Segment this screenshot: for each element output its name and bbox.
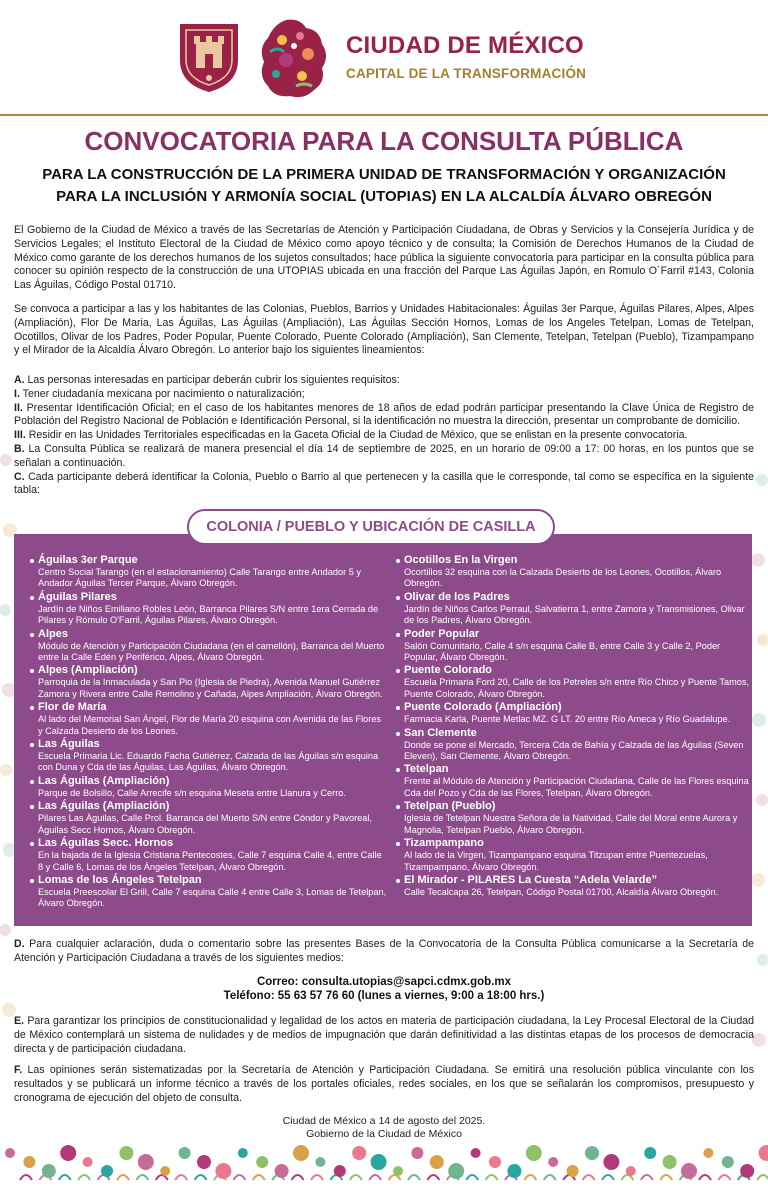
location-address: Frente al Módulo de Atención y Participación Ciudadana, Calle de las Flores esquina Cda del Pozo y Cda de las Flores, Tetelpan, Álvaro Obregón. <box>404 776 749 798</box>
location-address: Módulo de Atención y Participación Ciudadana (en el camellón), Barranca del Muerto entre la Calle Edén y Periférico, Alpes, Álvaro Obregón. <box>38 640 385 663</box>
location-name <box>402 727 754 740</box>
location-address: Al lado del Memorial San Ángel, Flor de María 20 esquina con Avenida de las Flores y Calzada Desierto de los Leones. <box>38 714 382 736</box>
locations-column-right <box>402 554 754 899</box>
requirement-key: I. <box>14 387 20 400</box>
location-name-text: Ocotillos En la Virgen <box>404 554 518 566</box>
location-name-text: Alpes <box>38 627 68 640</box>
requirements-list <box>14 374 754 498</box>
bullet-icon <box>396 633 400 637</box>
location-name-text: El Mirador - PILARES La Cuesta “Adela Velarde” <box>404 873 658 886</box>
location-name <box>36 664 388 677</box>
location-address: Al lado de la Virgen, Tizampampano esquina Titzupan entre Puentezuelas, Tizampampano, Álvaro Obregón. <box>404 850 708 872</box>
requirement-key: B. <box>14 442 25 455</box>
requirement-text: La Consulta Pública se realizará de manera presencial el día 14 de septiembre de 2025, en un horario de 09:00 a 17: 00 horas, en los puntos que se señalan a continuación. <box>14 442 754 469</box>
section-e-paragraph <box>14 1015 754 1056</box>
location-name <box>402 554 754 567</box>
bullet-icon <box>396 879 400 883</box>
location-name-text: Las Águilas (Ampliación) <box>38 774 170 787</box>
contact-email: Correo: consulta.utopias@sapci.cdmx.gob.mx <box>256 976 512 988</box>
requirement-text: Cada participante deberá identificar la Colonia, Pueblo o Barrio al que pertenecen y la casilla que le corresponde, tal como se específica en la siguiente tabla: <box>14 470 754 497</box>
location-name-text: Tetelpan (Pueblo) <box>404 800 496 813</box>
location-name-text: Las Águilas Secc. Hornos <box>38 837 174 850</box>
location-name-text: Flor de María <box>38 701 107 714</box>
city-name: CIUDAD DE MÉXICO <box>346 32 584 59</box>
location-address: Parroquia de la Inmaculada y San Pio (Iglesia de Piedra), Avenida Manuel Gutiérrez Zamora y Rivera entre Calle Remolino y Cañada, Alpes Ampliación, Álvaro Obregón. <box>38 677 383 699</box>
location-entry <box>36 738 388 774</box>
floral-footer-border-icon <box>0 1140 768 1187</box>
requirement-key: A. <box>14 374 25 386</box>
bullet-icon <box>30 780 34 784</box>
location-entry <box>36 837 388 873</box>
requirement-item <box>14 429 754 443</box>
location-entry <box>36 775 388 799</box>
section-text: Las opiniones serán sistematizadas por la Secretaría de Atención y Participación Ciudadana. Se emitirá una resolución pública vinculante con los resultados y se publicará un informe técnico a través de los portales oficiales, redes sociales, en los que se señalarán los compromisos, presupuesto y cronograma de ejecución del objeto de consulta. <box>14 1064 754 1104</box>
section-key: E. <box>14 1015 25 1027</box>
bullet-icon <box>30 559 34 563</box>
location-entry <box>402 874 754 898</box>
location-name <box>36 701 388 714</box>
location-name-text: Puente Colorado (Ampliación) <box>404 701 562 714</box>
location-address: Iglesia de Tetelpan Nuestra Señora de la Natividad, Calle del Moral entre Aurora y Magnolia, Tetelpan Pueblo, Álvaro Obregón. <box>404 813 738 835</box>
signoff-date: Ciudad de México a 14 de agosto del 2025. <box>282 1115 486 1127</box>
section-f-paragraph <box>14 1064 754 1105</box>
document-title: CONVOCATORIA PARA LA CONSULTA PÚBLICA <box>84 126 684 156</box>
bullet-icon <box>30 669 34 673</box>
bullet-icon <box>396 768 400 772</box>
section-d-paragraph <box>14 938 754 966</box>
location-name <box>36 874 388 887</box>
location-entry <box>402 763 754 799</box>
section-key: F. <box>14 1064 23 1076</box>
bullet-icon <box>396 732 400 736</box>
location-address: Escuela Primaria Lic. Eduardo Facha Gutiérrez, Calzada de las Águilas s/n esquina con Duna y Cda de las Águilas, Las Águilas, Álvaro Obregón. <box>38 751 379 773</box>
location-name <box>402 664 754 677</box>
cdmx-coat-of-arms-icon <box>176 20 242 94</box>
page-header <box>0 0 768 112</box>
location-name-text: Águilas Pilares <box>38 590 117 603</box>
requirement-item <box>14 443 754 471</box>
location-name <box>402 701 754 714</box>
location-name-text: Águilas 3er Parque <box>38 554 138 566</box>
locations-column-left <box>36 554 388 911</box>
location-address: En la bajada de la Iglesia Cristiana Pentecostes, Calle 7 esquina Calle 4, entre Calle 8 y Calle 6, Lomas de los Ángeles Tetelpan, Álvaro Obregón. <box>38 850 382 872</box>
section-text: Para garantizar los principios de constitucionalidad y legalidad de los actos en materia de participación ciudadana, la Ley Procesal Electoral de la Ciudad de México contemplará un sistema de nulidades y de medios de impugnación que darán definitividad a las distintas etapas de los procesos de democracia directa y de participación ciudadana. <box>14 1015 754 1055</box>
requirement-key: II. <box>14 401 23 414</box>
bullet-icon <box>396 842 400 846</box>
location-entry <box>402 837 754 873</box>
location-entry <box>36 701 388 737</box>
bullet-icon <box>30 805 34 809</box>
location-name <box>36 628 388 641</box>
bullet-icon <box>30 842 34 846</box>
bullet-icon <box>30 743 34 747</box>
requirement-key: III. <box>14 429 26 442</box>
location-entry <box>402 554 754 590</box>
location-address: Jardín de Niños Emiliano Robles León, Barranca Pilares S/N entre 1era Cerrada de Pilares y Rómulo O'Farril, Águilas Pilares, Álvaro Obregón. <box>38 603 379 626</box>
location-name-text: Tetelpan <box>404 763 449 776</box>
bullet-icon <box>396 669 400 673</box>
contact-phone: Teléfono: 55 63 57 76 60 (lunes a viernes, 9:00 a 18:00 hrs.) <box>223 990 545 1002</box>
section-text: Para cualquier aclaración, duda o comentario sobre las presentes Bases de la Convocatoria de la Consulta Pública comunicarse a la Secretaría de Atención y Participación Ciudadana a través de los siguientes medios: <box>14 938 754 964</box>
intro-paragraph: El Gobierno de la Ciudad de México a través de las Secretarías de Atención y Participación Ciudadana, de Obras y Servicios y la Consejería Jurídica y de Servicios Legales; el Instituto Electoral de la Ciudad de México como apoyo técnico y de consulta; la Comisión de Derechos Humanos de la Ciudad de México como garante de los derechos humanos de los sujetos consultados; hace pública la siguiente convocatoria para participar en la consulta pública para conocer su opinión respecto de la construcción de una UTOPIAS ubicada en una fracción del Parque Las Águilas Japón, en Romulo O´Farril #143, Colonia Las Águilas, Código Postal 01710. <box>14 224 754 292</box>
location-address: Escuela Primaria Ford 20, Calle de los Petreles s/n entre Río Chico y Puente Tamos, Puente Colorado, Álvaro Obregón. <box>404 677 750 699</box>
location-name <box>36 554 388 567</box>
location-name-text: Poder Popular <box>404 627 480 640</box>
location-entry <box>36 554 388 590</box>
location-name-text: San Clemente <box>404 726 477 739</box>
contact-block <box>0 975 768 1003</box>
section-key: D. <box>14 938 25 950</box>
location-address: Jardín de Niños Carlos Perraul, Salvatierra 1, entre Zamora y Transmisiones, Olivar de los Padres, Álvaro Obregón. <box>404 603 745 626</box>
convocation-paragraph: Se convoca a participar a las y los habitantes de las Colonias, Pueblos, Barrios y Unidades Habitacionales: Águilas 3er Parque, Águilas Pilares, Alpes, Alpes (Ampliación), Flor De Maria, Las Águilas, Las Águilas (Ampliación), Las Águilas Sección Hornos, Lomas de los Angeles Tetelpan, Lomas de Tetelpan, Ocotillos, Olivar de los Padres, Poder Popular, Puente Colorado, Puente Colorado (Ampliación), San Clemente, Tetelpan, Tetelpan (Pueblo), Tizampampano y el Mirador de la Alcaldía Álvaro Obregón. Lo anterior bajo los siguientes lineamientos: <box>14 303 754 357</box>
requirement-item <box>14 471 754 499</box>
location-name <box>36 775 388 788</box>
location-address: Escuela Preescolar El Grill, Calle 7 esquina Calle 4 entre Calle 3, Lomas de Tetelpan, Álvaro Obregón. <box>38 886 387 909</box>
document-subtitle <box>0 164 768 208</box>
location-address: Parque de Bolsillo, Calle Arrecife s/n esquina Meseta entre Llanura y Cerro. <box>38 787 346 798</box>
location-entry <box>36 664 388 700</box>
location-entry <box>402 701 754 725</box>
cdmx-map-logo-icon <box>256 16 332 102</box>
location-entry <box>402 664 754 700</box>
location-entry <box>402 591 754 627</box>
location-name <box>36 591 388 604</box>
location-name-text: Lomas de los Ángeles Tetelpan <box>38 873 202 886</box>
location-entry <box>36 591 388 627</box>
location-address: Donde se pone el Mercado, Tercera Cda de Bahía y Calzada de las Águilas (Seven Eleven), San Clemente, Álvaro Obregón. <box>404 739 744 762</box>
bullet-icon <box>396 559 400 563</box>
location-name-text: Olivar de los Padres <box>404 590 510 603</box>
location-name <box>402 837 754 850</box>
location-name <box>402 628 754 641</box>
requirement-key: C. <box>14 470 25 483</box>
bullet-icon <box>30 879 34 883</box>
requirement-item <box>14 388 754 402</box>
location-address: Calle Tecalcapa 26, Tetelpan, Código Postal 01700, Alcaldía Álvaro Obregón. <box>404 886 719 897</box>
bullet-icon <box>30 633 34 637</box>
location-address: Ocortillos 32 esquina con la Calzada Desierto de los Leones, Ocotillos, Álvaro Obregón. <box>404 567 722 589</box>
location-name-text: Tizampampano <box>404 837 484 850</box>
location-name <box>36 800 388 813</box>
bullet-icon <box>30 596 34 600</box>
bullet-icon <box>396 596 400 600</box>
signoff-block <box>0 1115 768 1141</box>
header-divider <box>0 114 768 116</box>
location-entry <box>402 800 754 836</box>
location-entry <box>402 727 754 763</box>
requirement-text: Tener ciudadanía mexicana por nacimiento o naturalización; <box>19 387 305 400</box>
location-entry <box>402 628 754 664</box>
location-address: Centro Social Tarango (en el estacionamiento) Calle Tarango entre Andador 5 y Andador Águilas Tercer Parque, Álvaro Obregón. <box>38 567 361 589</box>
location-name <box>36 738 388 751</box>
location-address: Salón Comunitario, Calle 4 s/n esquina Calle B, entre Calle 3 y Calle 2, Poder Popular, Álvaro Obregón. <box>404 640 721 663</box>
requirement-text: Residir en las Unidades Territoriales especificadas en la Gaceta Oficial de la Ciudad de México, que se enlistan en la presente convocatoria. <box>25 429 688 442</box>
location-entry <box>36 628 388 664</box>
location-entry <box>36 874 388 910</box>
requirement-text: Presentar Identificación Oficial; en el caso de los habitantes menores de 18 años de edad podrán participar presentando la Clave Única de Registro de Población del Registro Nacional de Población e Identificación Personal, si la identificación no muestra la dirección, presentar un comprobante de domicilio. <box>14 401 754 428</box>
location-name-text: Puente Colorado <box>404 664 493 677</box>
bullet-icon <box>396 706 400 710</box>
location-name <box>402 591 754 604</box>
bullet-icon <box>30 706 34 710</box>
polling-locations-table <box>14 534 752 926</box>
subtitle-line: PARA LA INCLUSIÓN Y ARMONÍA SOCIAL (UTOPIAS) EN LA ALCALDÍA ÁLVARO OBREGÓN <box>56 188 712 205</box>
location-entry <box>36 800 388 836</box>
subtitle-line: PARA LA CONSTRUCCIÓN DE LA PRIMERA UNIDAD DE TRANSFORMACIÓN Y ORGANIZACIÓN <box>42 166 726 183</box>
bullet-icon <box>396 805 400 809</box>
location-name <box>36 837 388 850</box>
requirement-text: Las personas interesadas en participar deberán cubrir los siguientes requisitos: <box>24 374 400 386</box>
requirement-item <box>14 374 754 388</box>
location-name-text: Alpes (Ampliación) <box>38 664 138 677</box>
table-title: COLONIA / PUEBLO Y UBICACIÓN DE CASILLA <box>187 509 555 545</box>
location-name <box>402 763 754 776</box>
signoff-org: Gobierno de la Ciudad de México <box>306 1128 462 1140</box>
location-address: Pilares Las Águilas, Calle Prol. Barranca del Muerto S/N entre Cóndor y Pavoreal, Águilas Secc Hornos, Álvaro Obregón. <box>38 813 372 835</box>
city-slogan: CAPITAL DE LA TRANSFORMACIÓN <box>346 66 587 81</box>
location-name <box>402 800 754 813</box>
location-name-text: Las Águilas <box>38 738 100 751</box>
location-name-text: Las Águilas (Ampliación) <box>38 800 170 813</box>
location-address: Farmacia Karla, Puente Metlac MZ. G LT. 20 entre Río Ameca y Río Guadalupe. <box>404 714 731 725</box>
requirement-item <box>14 402 754 430</box>
location-name <box>402 874 754 887</box>
